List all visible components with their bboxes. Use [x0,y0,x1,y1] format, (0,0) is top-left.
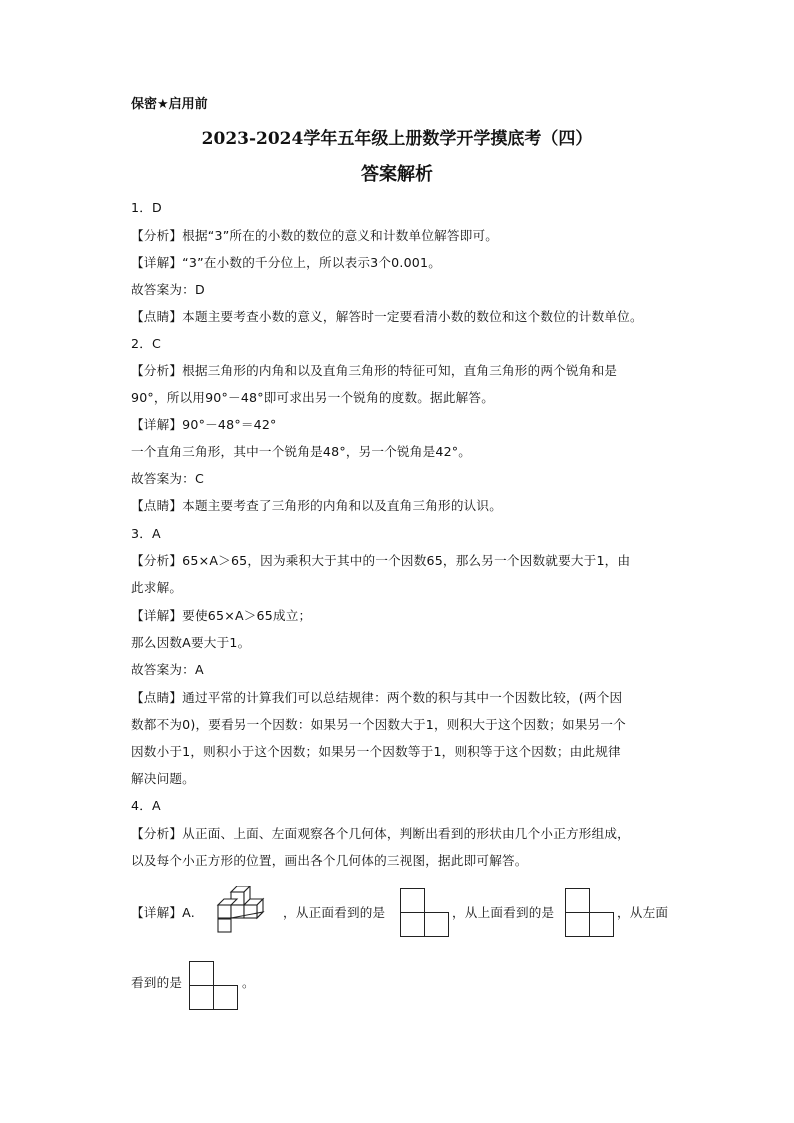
answer-3-conclusion: 故答案为：A [131,662,204,677]
answer-2-conclusion: 故答案为：C [131,471,204,486]
answer-3-comment-cont2: 因数小于1，则积小于这个因数；如果另一个因数等于1，则积等于这个因数；由此规律 [131,744,621,759]
answer-3-comment-cont1: 数都不为0)，要看另一个因数：如果另一个因数大于1，则积大于这个因数；如果另一个 [131,717,626,732]
page-title: 2023-2024学年五年级上册数学开学摸底考（四） [201,129,593,149]
answer-2-detail-cont: 一个直角三角形，其中一个锐角是48°，另一个锐角是42°。 [131,444,472,459]
answer-2-comment: 【点睛】本题主要考查了三角形的内角和以及直角三角形的认识。 [131,498,503,513]
front-view-square-top [400,888,425,913]
front-view-square-bottom-right [424,912,449,937]
front-view-square-bottom-left [400,912,425,937]
answer-4-left-text: ，从左面 [617,905,669,920]
top-view-square-bottom-right [589,912,614,937]
answer-3-detail: 【详解】要使65×A＞65成立； [131,608,312,623]
left-view-square-bottom-left [189,985,214,1010]
answer-4-line2-text: 看到的是 [131,975,183,990]
answer-4-analysis-cont: 以及每个小正方形的位置，画出各个几何体的三视图，据此即可解答。 [131,853,528,868]
answer-3-comment: 【点睛】通过平常的计算我们可以总结规律：两个数的积与其中一个因数比较，(两个因 [131,690,623,705]
left-view-square-bottom-right [213,985,238,1010]
top-view-square-bottom-left [565,912,590,937]
answer-4-top-text: ，从上面看到的是 [452,905,555,920]
answer-1-comment: 【点睛】本题主要考查小数的意义，解答时一定要看清小数的数位和这个数位的计数单位。 [131,309,643,324]
answer-1-detail: 【详解】“3”在小数的千分位上，所以表示3个0.001。 [131,255,442,270]
answer-2-heading: 2．C [131,336,161,351]
answer-3-heading: 3．A [131,526,161,541]
answer-4-heading: 4．A [131,798,161,813]
answer-4-front-text: ，从正面看到的是 [283,905,386,920]
answer-1-conclusion: 故答案为：D [131,282,205,297]
page-subtitle: 答案解析 [361,164,433,185]
cube-stack-figure [214,886,274,944]
left-view-square-top [189,961,214,986]
answer-3-analysis: 【分析】65×A＞65，因为乘积大于其中的一个因数65，那么另一个因数就要大于1，由 [131,553,631,568]
answer-3-analysis-cont: 此求解。 [131,580,183,595]
answer-1-heading: 1．D [131,200,162,215]
secret-label: 保密★启用前 [131,97,208,112]
answer-2-detail: 【详解】90°－48°＝42° [131,417,277,432]
answer-4-analysis: 【分析】从正面、上面、左面观察各个几何体，判断出看到的形状由几个小正方形组成， [131,826,630,841]
answer-4-detail-prefix: 【详解】A. [131,905,195,920]
answer-2-analysis-cont: 90°，所以用90°－48°即可求出另一个锐角的度数。据此解答。 [131,390,495,405]
answer-2-analysis: 【分析】根据三角形的内角和以及直角三角形的特征可知，直角三角形的两个锐角和是 [131,363,618,378]
answer-1-analysis: 【分析】根据“3”所在的小数的数位的意义和计数单位解答即可。 [131,228,499,243]
answer-4-end-text: 。 [242,975,255,990]
answer-3-comment-cont3: 解决问题。 [131,771,195,786]
answer-3-detail-cont: 那么因数A要大于1。 [131,635,251,650]
top-view-square-top [565,888,590,913]
